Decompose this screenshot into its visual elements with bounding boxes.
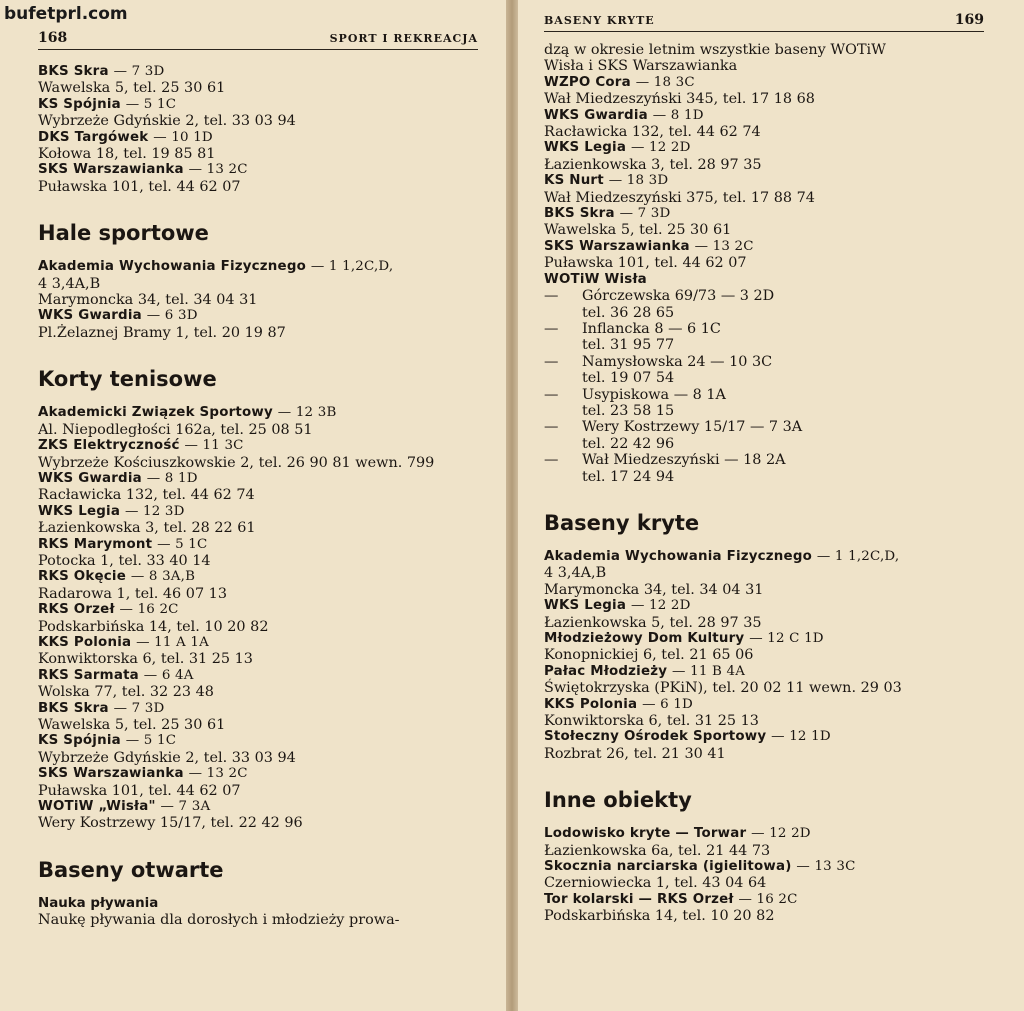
entry-name: Stołeczny Ośrodek Sportowy: [544, 729, 767, 745]
watermark: bufetprl.com: [4, 4, 128, 24]
entry: [38, 259, 478, 308]
entry: [544, 664, 984, 697]
entry-name: WKS Gwardia: [38, 470, 142, 486]
dash: —: [544, 288, 559, 305]
entry-name: DKS Targówek: [38, 129, 149, 145]
left-page-number: 168: [38, 30, 68, 46]
entry-name: Skocznia narciarska (igielitowa): [544, 859, 792, 875]
entry: [38, 308, 478, 341]
entry-address: Konwiktorska 6, tel. 31 25 13: [38, 651, 253, 668]
entry-address: Potocka 1, tel. 33 40 14: [38, 552, 211, 569]
entry: [38, 733, 478, 766]
entry-code: — 12 3B: [277, 405, 337, 421]
section-heading-korty: Korty tenisowe: [38, 367, 217, 392]
entry-code-continued: 4 3,4A,B: [544, 565, 607, 582]
entry: [544, 859, 984, 892]
entry-name: WZPO Cora: [544, 74, 631, 90]
entry-address: Al. Niepodległości 162a, tel. 25 08 51: [38, 421, 313, 438]
entry: [544, 108, 984, 141]
entry-address: Wybrzeże Gdyńskie 2, tel. 33 03 94: [38, 113, 296, 130]
entry-name: WKS Legia: [38, 503, 121, 519]
entry-name: SKS Warszawianka: [544, 238, 690, 254]
entry-code: — 7 3D: [619, 206, 671, 222]
entry-address: Wawelska 5, tel. 25 30 61: [38, 717, 226, 733]
section-heading-baseny-otwarte: Baseny otwarte: [38, 857, 224, 882]
dash: —: [544, 320, 559, 337]
list-item: [544, 452, 984, 485]
entry: [38, 602, 478, 635]
entry-name: Akademia Wychowania Fizycznego: [38, 259, 306, 275]
inne-entries: [544, 826, 984, 924]
entry-address: Świętokrzyska (PKiN), tel. 20 02 11 wewn. 29 03: [544, 680, 902, 697]
entry: [38, 97, 478, 130]
entry-address: Puławska 101, tel. 44 62 07: [544, 255, 747, 272]
entry-address: Wał Miedzeszyński 345, tel. 17 18 68: [544, 91, 815, 108]
pool-street: Wał Miedzeszyński — 18 2A: [582, 452, 786, 469]
entry-name: RKS Okęcie: [38, 569, 126, 585]
entry-address: Łazienkowska 3, tel. 28 97 35: [544, 156, 762, 173]
baseny-kryte-entries: [544, 549, 984, 762]
entry-code: — 11 B 4A: [672, 663, 746, 679]
entry: [544, 239, 984, 272]
entry: [38, 504, 478, 537]
entry-name: BKS Skra: [544, 206, 615, 222]
entry-code: — 5 1C: [125, 733, 177, 749]
pool-street: Namysłowska 24 — 10 3C: [582, 353, 773, 370]
dash: —: [544, 353, 559, 370]
list-item: [544, 354, 984, 387]
wotiw-title: WOTiW Wisła: [544, 271, 647, 287]
dash: —: [544, 419, 559, 436]
entry-name: BKS Skra: [38, 700, 109, 716]
section-heading-hale: Hale sportowe: [38, 221, 209, 246]
entry-name: Tor kolarski — RKS Orzeł: [544, 891, 734, 907]
subheading-nauka: Nauka pływania: [38, 895, 159, 911]
entry-name: WOTiW „Wisła": [38, 799, 156, 815]
entry-address: Wolska 77, tel. 32 23 48: [38, 684, 214, 701]
korty-entries: [38, 405, 478, 832]
entry: [38, 64, 478, 97]
section-heading-inne: Inne obiekty: [544, 788, 692, 813]
entry-code: — 8 3A,B: [130, 569, 196, 585]
entry-code: — 12 2D: [751, 826, 811, 842]
hale-entries: [38, 259, 478, 341]
entry-name: WKS Legia: [544, 598, 627, 614]
entry-address: Kołowa 18, tel. 19 85 81: [38, 146, 216, 163]
entry-address: Puławska 101, tel. 44 62 07: [38, 782, 241, 799]
entry-code: — 6 1D: [642, 696, 693, 712]
entry-code: — 12 2D: [630, 140, 691, 156]
entry-name: RKS Marymont: [38, 536, 153, 552]
entry-name: Lodowisko kryte — Torwar: [544, 826, 747, 842]
entry: [544, 140, 984, 173]
entry-address: Łazienkowska 3, tel. 28 22 61: [38, 520, 256, 537]
entry: [38, 569, 478, 602]
pool-street: Usypiskowa — 8 1A: [582, 386, 726, 403]
entry-name: ZKS Elektryczność: [38, 438, 180, 454]
entry-code: — 5 1C: [125, 96, 177, 112]
intro-text: [544, 42, 984, 75]
entry-name: WKS Gwardia: [38, 308, 142, 324]
entry-code: — 8 1D: [146, 470, 198, 486]
entry-code: — 11 A 1A: [136, 634, 209, 650]
entry-code: — 12 1D: [771, 729, 831, 745]
entry-address: Wawelska 5, tel. 25 30 61: [544, 222, 732, 239]
entry-address: Wawelska 5, tel. 25 30 61: [38, 80, 226, 97]
entry-code: — 5 1C: [157, 536, 208, 552]
list-item: [544, 321, 984, 354]
entry-code: — 1 1,2C,D,: [816, 548, 900, 564]
pool-tel: tel. 31 95 77: [582, 337, 675, 354]
entry-code: — 8 1D: [652, 107, 704, 123]
baseny-otwarte-block: [38, 896, 478, 929]
entry-name: RKS Orzeł: [38, 602, 115, 618]
entry: [544, 173, 984, 206]
entry: [544, 631, 984, 664]
left-top-entries: [38, 64, 478, 195]
entry-address: Wybrzeże Gdyńskie 2, tel. 33 03 94: [38, 749, 296, 766]
entry: [38, 537, 478, 570]
pool-tel: tel. 19 07 54: [582, 370, 675, 387]
entry-name: KKS Polonia: [544, 696, 638, 712]
entry: [544, 697, 984, 730]
entry: [544, 892, 984, 925]
entry-code: — 16 2C: [738, 891, 798, 907]
left-running-title: SPORT I REKREACJA: [329, 32, 478, 45]
entry-address: Wał Miedzeszyński 375, tel. 17 88 74: [544, 189, 815, 206]
pool-tel: tel. 36 28 65: [582, 304, 675, 321]
left-page: [0, 0, 506, 1011]
entry-name: Akademicki Związek Sportowy: [38, 405, 273, 421]
list-item: [544, 387, 984, 420]
entry-code: — 13 2C: [188, 162, 248, 178]
entry-name: RKS Sarmata: [38, 667, 139, 683]
entry-code: — 6 4A: [143, 667, 194, 683]
entry: [38, 162, 478, 195]
entry-address: Marymoncka 34, tel. 34 04 31: [544, 581, 764, 598]
entry-name: WKS Gwardia: [544, 107, 648, 123]
entry-code: — 12 2D: [630, 598, 691, 614]
section-heading-baseny-kryte: Baseny kryte: [544, 510, 700, 535]
right-page: [518, 0, 1024, 1011]
entry-address: Racławicka 132, tel. 44 62 74: [38, 487, 255, 504]
entry-code: — 12 3D: [124, 503, 185, 519]
entry: [38, 405, 478, 438]
list-item: [544, 419, 984, 452]
dash: —: [544, 386, 559, 403]
entry-address: Rozbrat 26, tel. 21 30 41: [544, 745, 726, 762]
entry-code: — 16 2C: [119, 602, 179, 618]
entry-address: Łazienkowska 6a, tel. 21 44 73: [544, 842, 771, 859]
wotiw-block: [544, 272, 984, 485]
entry: [544, 729, 984, 762]
right-entries: [544, 75, 984, 272]
entry-address: Puławska 101, tel. 44 62 07: [38, 178, 241, 195]
entry: [38, 471, 478, 504]
right-page-number: 169: [954, 12, 984, 28]
entry-code: — 13 3C: [796, 859, 856, 875]
entry-name: KS Spójnia: [38, 733, 121, 749]
entry: [38, 799, 478, 832]
entry-name: Pałac Młodzieży: [544, 663, 668, 679]
entry-code: — 13 2C: [694, 238, 754, 254]
entry-name: SKS Warszawianka: [38, 162, 184, 178]
entry-address: Pl.Żelaznej Bramy 1, tel. 20 19 87: [38, 324, 286, 341]
entry: [544, 826, 984, 859]
entry-address: Podskarbińska 14, tel. 10 20 82: [38, 618, 269, 635]
entry-address: Podskarbińska 14, tel. 10 20 82: [544, 908, 775, 925]
entry-address: Wery Kostrzewy 15/17, tel. 22 42 96: [38, 815, 303, 832]
pool-tel: tel. 22 42 96: [582, 435, 675, 452]
right-running-head: [544, 12, 984, 32]
left-running-head: [38, 30, 478, 50]
entry-name: Młodzieżowy Dom Kultury: [544, 631, 745, 646]
entry: [544, 549, 984, 598]
entry: [544, 598, 984, 631]
entry: [38, 438, 478, 471]
entry: [38, 635, 478, 668]
entry-name: WKS Legia: [544, 140, 627, 156]
entry-code: — 18 3D: [608, 173, 669, 189]
pool-tel: tel. 17 24 94: [582, 468, 675, 485]
entry: [38, 701, 478, 734]
dash: —: [544, 452, 559, 469]
book-gutter: [506, 0, 518, 1011]
intro-line: Wisła i SKS Warszawianka: [544, 58, 738, 75]
entry-address: Wybrzeże Kościuszkowskie 2, tel. 26 90 81 wewn. 799: [38, 454, 435, 471]
entry-name: BKS Skra: [38, 64, 109, 79]
entry-address: Radarowa 1, tel. 46 07 13: [38, 585, 227, 602]
list-item: [544, 288, 984, 321]
entry: [38, 766, 478, 799]
entry-address: Czerniowiecka 1, tel. 43 04 64: [544, 875, 767, 892]
entry-code-continued: 4 3,4A,B: [38, 275, 101, 292]
entry-name: KS Nurt: [544, 173, 604, 189]
entry-code: — 7 3A: [160, 799, 211, 815]
entry-name: SKS Warszawianka: [38, 766, 184, 782]
entry-address: Racławicka 132, tel. 44 62 74: [544, 124, 761, 141]
pool-tel: tel. 23 58 15: [582, 402, 675, 419]
entry-name: KKS Polonia: [38, 634, 132, 650]
entry-code: — 11 3C: [184, 438, 244, 454]
entry-name: KS Spójnia: [38, 96, 121, 112]
entry-code: — 13 2C: [188, 766, 248, 782]
entry-address: Marymoncka 34, tel. 34 04 31: [38, 292, 258, 309]
entry-address: Konwiktorska 6, tel. 31 25 13: [544, 713, 759, 730]
entry-code: — 1 1,2C,D,: [310, 259, 394, 275]
paragraph-text: Naukę pływania dla dorosłych i młodzieży prowa-: [38, 912, 400, 929]
entry-code: — 6 3D: [146, 308, 198, 324]
right-running-title: BASENY KRYTE: [544, 14, 655, 27]
pool-street: Górczewska 69/73 — 3 2D: [582, 288, 775, 305]
entry: [544, 75, 984, 108]
entry: [38, 130, 478, 163]
intro-line: dzą w okresie letnim wszystkie baseny WOTiW: [544, 42, 886, 58]
pool-street: Inflancka 8 — 6 1C: [582, 320, 721, 337]
entry: [38, 668, 478, 701]
pool-street: Wery Kostrzewy 15/17 — 7 3A: [582, 419, 803, 436]
entry-code: — 12 C 1D: [749, 631, 824, 646]
entry-address: Konopnickiej 6, tel. 21 65 06: [544, 647, 754, 664]
entry-name: Akademia Wychowania Fizycznego: [544, 548, 812, 564]
entry-code: — 18 3C: [635, 74, 695, 90]
entry-code: — 10 1D: [153, 129, 213, 145]
entry-address: Łazienkowska 5, tel. 28 97 35: [544, 614, 762, 631]
entry-code: — 7 3D: [113, 700, 165, 716]
entry-code: — 7 3D: [113, 64, 165, 79]
entry: [544, 206, 984, 239]
